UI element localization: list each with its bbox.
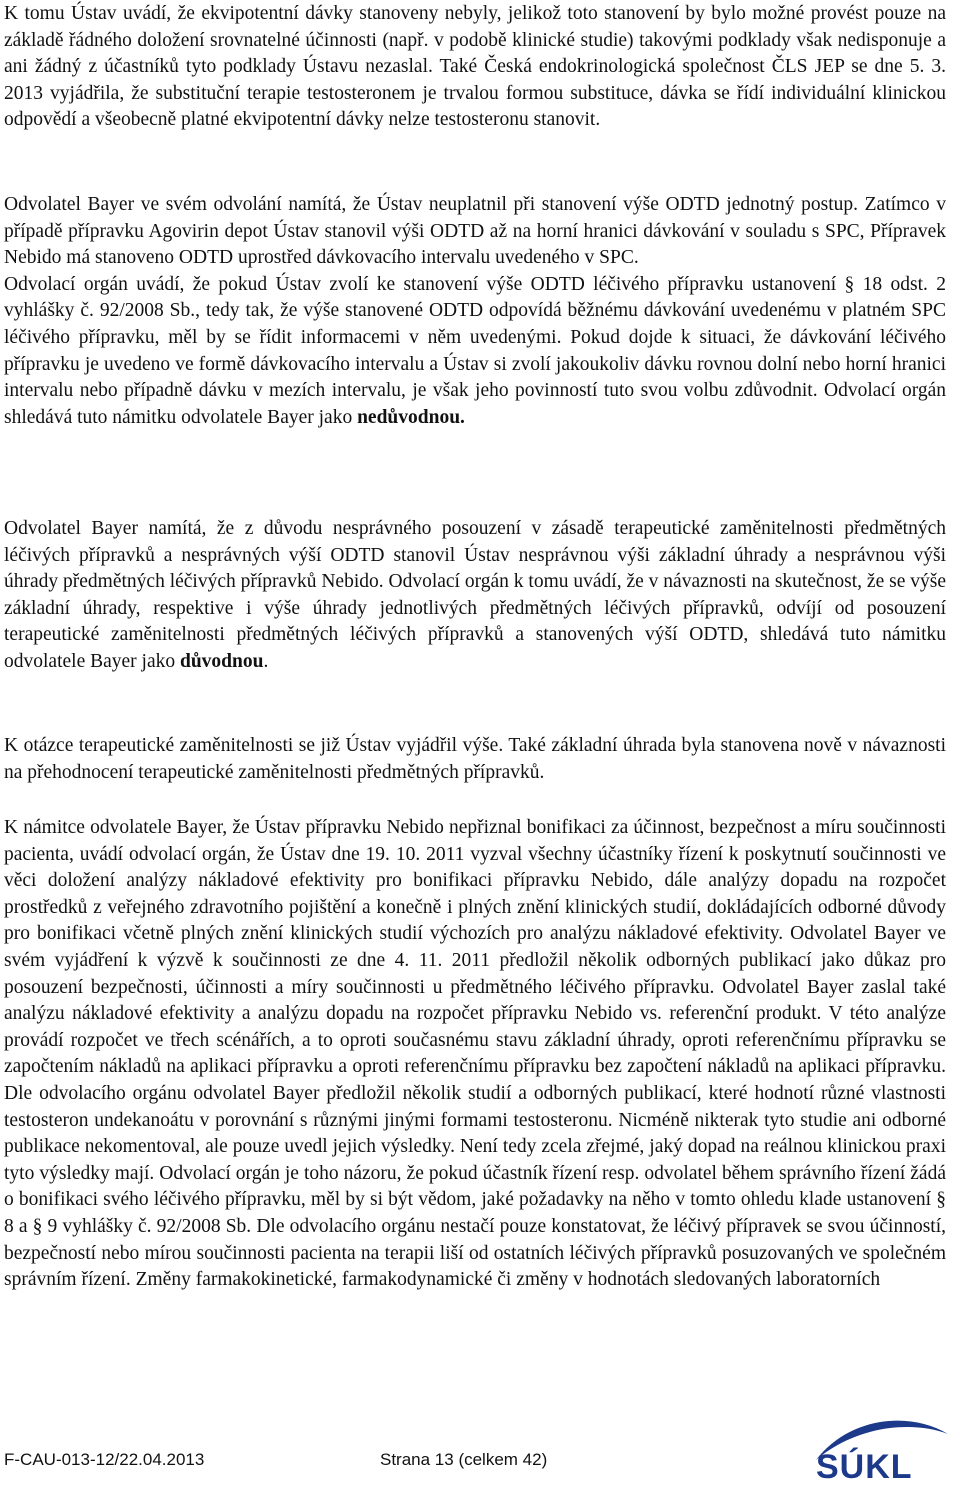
- paragraph-odtd-namitka: Odvolatel Bayer ve svém odvolání namítá, že Ústav neuplatnil při stanovení výše ODTD jednotný postup. Zatímco v případě přípravku Agovirin depot Ústav stanovil výši ODTD až na horní hranici dávkování v souladu s SPC, Přípravek Nebido má stanoveno ODTD uprostřed dávkovacího intervalu uvedeného v SPC.: [4, 194, 946, 269]
- paragraph-zakladni-uhrada: [4, 516, 946, 676]
- paragraph-ekvipotentni-davky: K tomu Ústav uvádí, že ekvipotentní dávky stanoveny nebyly, jelikož toto stanovení by bylo možné provést pouze na základě řádného doložení srovnatelné účinnosti (např. v podobě klinické studie) takovými podklady však nedisponuje a ani žádný z účastníků tyto podklady Ústavu nezaslal. Také Česká endokrinologická společnost ČLS JEP se dne 5. 3. 2013 vyjádřila, že substituční terapie testosteronem je trvalou formou substituce, dávka se řídí individuální klinickou odpovědí a všeobecně platné ekvipotentní dávky nelze testosteronu stanovit.: [4, 3, 946, 131]
- sukl-logo: [808, 1416, 954, 1482]
- paragraph-bonifikace: K námitce odvolatele Bayer, že Ústav přípravku Nebido nepřiznal bonifikaci za účinnost, bezpečnost a míru součinnosti pacienta, uvádí odvolací orgán, že Ústav dne 19. 10. 2011 vyzval všechny účastníky řízení k poskytnutí součinnosti ve věci doložení analýzy nákladové efektivity pro bonifikaci přípravku Nebido, dále analýzy dopadu na rozpočet prostředků z veřejného zdravotního pojištění a konečně i plných znění klinických studií, dokládajících odborné důvody pro bonifikaci včetně plných znění klinických studií výchozích pro analýzu nákladové efektivity. Odvolatel Bayer ve svém vyjádření k výzvě k součinnosti ze dne 4. 11. 2011 předložil několik odborných publikací jako důkaz pro posouzení bezpečnosti, účinnosti a míry součinnosti u předmětného léčivého přípravku. Odvolatel Bayer zaslal také analýzu nákladové efektivity a analýzu dopadu na rozpočet přípravku Nebido vs. referenční produkt. V této analýze provádí rozpočet ve třech scénářích, a to oproti současnému stavu základní úhrady, oproti referenčnímu přípravku se započtením nákladů na aplikaci přípravku a oproti referenčnímu přípravku bez započtení nákladů na aplikaci přípravku. Dle odvolacího orgánu odvolatel Bayer předložil několik studií a odborných publikací, které hodnotí různé vlastnosti testosteron undekanoátu v porovnání s různými jinými formami testosteronu. Nicméně nikterak tyto studie ani odborné publikace nekomentoval, ale pouze uvedl jejich výsledky. Není tedy zcela zřejmé, jaký dopad na reálnou klinickou praxi tyto výsledky mají. Odvolací orgán je toho názoru, že pokud účastník řízení resp. odvolatel během správního řízení žádá o bonifikaci svého léčivého přípravku, měl by si být vědom, jaké požadavky na něho v tomto ohledu klade ustanovení § 8 a § 9 vyhlášky č. 92/2008 Sb. Dle odvolacího orgánu nestačí pouze konstatovat, že léčivý přípravek se svou účinností, bezpečností nebo mírou součinnosti pacienta na terapii liší od ostatních léčivých přípravků posuzovaných ve společném správním řízení. Změny farmakokinetické, farmakodynamické či změny v hodnotách sledovaných laboratorních: [4, 817, 946, 1291]
- verdict-duvodnou: důvodnou: [179, 650, 264, 672]
- sukl-logo-graphic: [808, 1416, 954, 1482]
- paragraph-odtd-group: [4, 192, 946, 431]
- logo-text: SÚKL: [816, 1448, 913, 1482]
- footer-doc-code: F-CAU-013-12/22.04.2013: [4, 1450, 205, 1469]
- paragraph-terapeuticka-zamenitelnost: K otázce terapeutické zaměnitelnosti se již Ústav vyjádřil výše. Také základní úhrada byla stanovena nově v návaznosti na přehodnocení terapeutické zaměnitelnosti předmětných přípravků.: [4, 735, 946, 783]
- paragraph-zakladni-uhrada-text: Odvolatel Bayer namítá, že z důvodu nesprávného posouzení v zásadě terapeutické zaměnitelnosti předmětných léčivých přípravků a nesprávných výší ODTD stanovil Ústav nesprávnou výši základní úhrady a nesprávnou výši úhrady předmětných léčivých přípravků Nebido. Odvolací orgán k tomu uvádí, že v návaznosti na skutečnost, že se výše základní úhrady, respektive i výše úhrady jednotlivých předmětných léčivých přípravků, odvíjí od posouzení terapeutické zaměnitelnosti předmětných léčivých přípravků a stanovených výší ODTD, shledává tuto námitku odvolatele Bayer jako: [4, 518, 946, 672]
- paragraph-odtd-odpoved-text: Odvolací orgán uvádí, že pokud Ústav zvolí ke stanovení výše ODTD léčivého přípravku ustanovení § 18 odst. 2 vyhlášky č. 92/2008 Sb., tedy tak, že výše stanovené ODTD odpovídá běžnému dávkování uvedenému v platném SPC léčivého přípravku, měl by se řídit informacemi v něm uvedenými. Pokud dojde k situaci, že dávkování léčivého přípravku je uvedeno ve formě dávkovacího intervalu a Ústav si zvolí jakoukoliv dávku rovnou dolní nebo horní hranici intervalu nebo případně dávku v mezích intervalu, je však jeho povinností tuto svou volbu zdůvodnit. Odvolací orgán shledává tuto námitku odvolatele Bayer jako: [4, 273, 946, 428]
- paragraph-zakladni-uhrada-end: .: [263, 650, 269, 672]
- verdict-nedurodnou: nedůvodnou.: [357, 406, 465, 428]
- footer-page-number: Strana 13 (celkem 42): [380, 1450, 548, 1469]
- paragraph-odtd-odpoved: [4, 272, 946, 432]
- document-page: [4, 0, 946, 1487]
